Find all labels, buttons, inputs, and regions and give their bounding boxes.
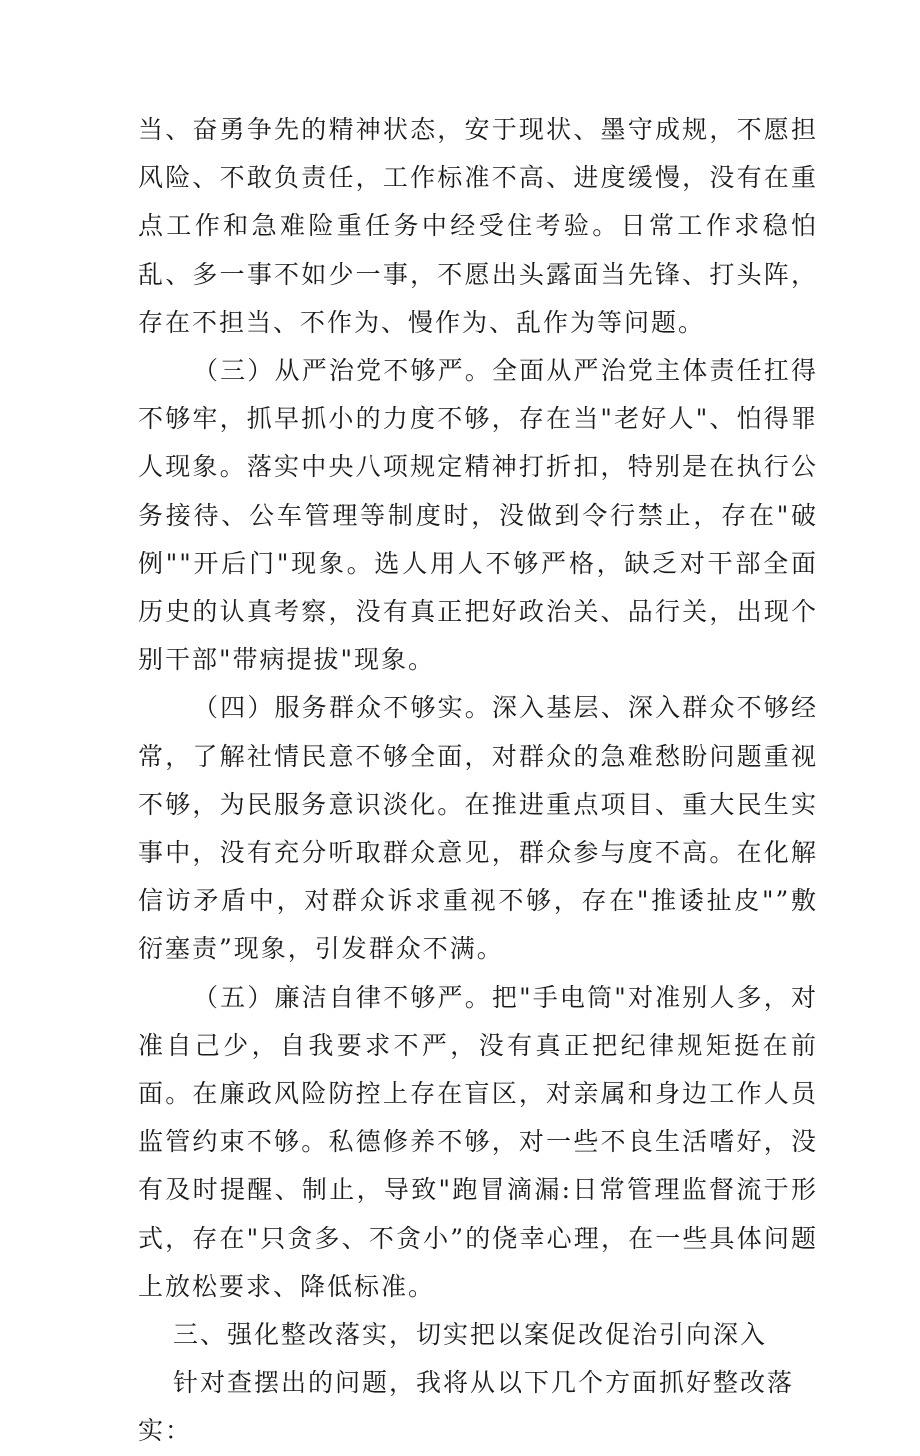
paragraph-serving-masses: （四）服务群众不够实。深入基层、深入群众不够经常，了解社情民意不够全面，对群众的急难愁盼问题重视不够，为民服务意识淡化。在推进重点项目、重大民生实事中，没有充分听取群众意见，群众参与度不高。在化解信访矛盾中，对群众诉求重视不够，存在"推诿扯皮"”敷衍塞责”现象，引发群众不满。 xyxy=(138,693,818,964)
paragraph-continuation: 当、奋勇争先的精神状态，安于现状、墨守成规，不愿担风险、不敢负责任，工作标准不高、进度缓慢，没有在重点工作和急难险重任务中经受住考验。日常工作求稳怕乱、多一事不如少一事，不愿出头露面当先锋、打头阵，存在不担当、不作为、慢作为、乱作为等问题。 xyxy=(138,115,818,337)
section-heading: 三、强化整改落实，切实把以案促改促治引向深入 xyxy=(173,1320,768,1350)
closing-paragraph: 针对查摆出的问题，我将从以下几个方面抓好整改落实： xyxy=(138,1368,795,1446)
paragraph-integrity: （五）廉洁自律不够严。把"手电筒"对准别人多，对准自己少，自我要求不严，没有真正把纪律规矩挺在前面。在廉政风险防控上存在盲区，对亲属和身边工作人员监管约束不够。私德修养不够，对一些不良生活嗜好，没有及时提醒、制止，导致"跑冒滴漏:日常管理监督流于形式，存在"只贪多、不贪小”的侥幸心理，在一些具体问题上放松要求、降低标准。 xyxy=(138,982,818,1301)
paragraph-party-discipline: （三）从严治党不够严。全面从严治党主体责任扛得不够牢，抓早抓小的力度不够，存在当"老好人"、怕得罪人现象。落实中央八项规定精神打折扣，特别是在执行公务接待、公车管理等制度时，没做到令行禁止，存在"破例""开后门"现象。选人用人不够严格，缺乏对干部全面历史的认真考察，没有真正把好政治关、品行关，出现个别干部"带病提拔"现象。 xyxy=(138,356,818,675)
document-body xyxy=(138,106,818,1456)
